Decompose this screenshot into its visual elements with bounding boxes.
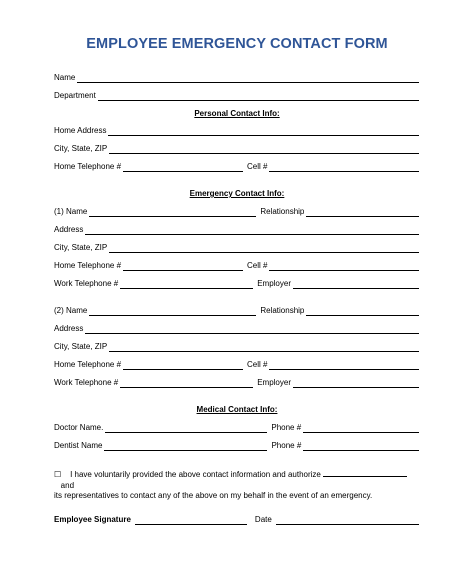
name-field[interactable]	[77, 74, 419, 83]
medical-heading: Medical Contact Info:	[196, 405, 278, 414]
contact2-work-tel-label: Work Telephone #	[54, 378, 119, 387]
department-field[interactable]	[98, 92, 419, 101]
contact2-employer-field[interactable]	[293, 379, 419, 388]
authorization-paragraph	[54, 469, 422, 502]
contact1-name-field[interactable]	[89, 208, 256, 217]
contact2-home-tel-field[interactable]	[123, 361, 243, 370]
contact1-work-tel-field[interactable]	[120, 280, 253, 289]
contact1-relationship-field[interactable]	[306, 208, 419, 217]
personal-heading: Personal Contact Info:	[194, 109, 280, 118]
cell-field[interactable]	[269, 163, 419, 172]
contact1-city-field[interactable]	[109, 244, 419, 253]
contact2-work-tel-field[interactable]	[120, 379, 253, 388]
contact2-name-row	[54, 306, 419, 316]
authorization-checkbox[interactable]: ☐	[54, 470, 62, 479]
home-telephone-field[interactable]	[123, 163, 243, 172]
contact1-address-field[interactable]	[85, 226, 419, 235]
contact2-cell-field[interactable]	[269, 361, 419, 370]
department-row	[54, 91, 419, 101]
name-row	[54, 73, 419, 83]
contact1-work-tel-label: Work Telephone #	[54, 279, 119, 288]
home-address-label: Home Address	[54, 126, 107, 135]
contact2-cell-label: Cell #	[247, 360, 268, 369]
contact2-address-field[interactable]	[85, 325, 419, 334]
dentist-phone-field[interactable]	[303, 442, 419, 451]
contact1-city-label: City, State, ZIP	[54, 243, 108, 252]
authorization-and: and	[60, 480, 75, 490]
city-state-zip-row	[54, 144, 419, 154]
contact2-name-label: (2) Name	[54, 306, 88, 315]
signature-row	[54, 515, 419, 525]
contact2-relationship-field[interactable]	[306, 307, 419, 316]
home-address-row	[54, 126, 419, 136]
home-telephone-row	[54, 162, 419, 172]
contact2-city-row	[54, 342, 419, 352]
contact1-home-tel-field[interactable]	[123, 262, 243, 271]
contact1-cell-label: Cell #	[247, 261, 268, 270]
doctor-phone-label: Phone #	[271, 423, 302, 432]
doctor-phone-field[interactable]	[303, 424, 419, 433]
contact1-work-tel-row	[54, 279, 419, 289]
doctor-name-label: Doctor Name.	[54, 423, 104, 432]
authorization-text-2: its representatives to contact any of the above on my behalf in the event of an emergency.	[54, 491, 373, 500]
home-address-field[interactable]	[108, 127, 419, 136]
contact2-name-field[interactable]	[89, 307, 256, 316]
dentist-name-field[interactable]	[104, 442, 267, 451]
city-state-zip-field[interactable]	[109, 145, 419, 154]
date-field[interactable]	[276, 516, 419, 525]
date-label: Date	[254, 515, 272, 524]
contact1-name-row	[54, 207, 419, 217]
dentist-row	[54, 441, 419, 451]
contact1-employer-field[interactable]	[293, 280, 419, 289]
contact1-name-label: (1) Name	[54, 207, 88, 216]
doctor-row	[54, 423, 419, 433]
contact2-employer-label: Employer	[257, 378, 291, 387]
dentist-phone-label: Phone #	[271, 441, 302, 450]
contact2-relationship-label: Relationship	[260, 306, 305, 315]
emergency-heading: Emergency Contact Info:	[189, 189, 285, 198]
contact2-city-field[interactable]	[109, 343, 419, 352]
contact1-home-tel-row	[54, 261, 419, 271]
authorize-company-field[interactable]	[323, 469, 407, 477]
contact1-home-tel-label: Home Telephone #	[54, 261, 122, 270]
dentist-name-label: Dentist Name	[54, 441, 103, 450]
contact1-city-row	[54, 243, 419, 253]
city-state-zip-label: City, State, ZIP	[54, 144, 108, 153]
contact2-address-row	[54, 324, 419, 334]
contact2-home-tel-label: Home Telephone #	[54, 360, 122, 369]
contact1-cell-field[interactable]	[269, 262, 419, 271]
authorization-text-1: I have voluntarily provided the above contact information and authorize	[70, 470, 321, 479]
contact1-employer-label: Employer	[257, 279, 291, 288]
contact2-address-label: Address	[54, 324, 84, 333]
contact2-city-label: City, State, ZIP	[54, 342, 108, 351]
employee-signature-field[interactable]	[135, 516, 247, 525]
contact1-address-label: Address	[54, 225, 84, 234]
doctor-name-field[interactable]	[105, 424, 267, 433]
home-telephone-label: Home Telephone #	[54, 162, 122, 171]
contact1-address-row	[54, 225, 419, 235]
name-label: Name	[54, 73, 76, 82]
contact2-work-tel-row	[54, 378, 419, 388]
department-label: Department	[54, 91, 96, 100]
contact1-relationship-label: Relationship	[260, 207, 305, 216]
cell-label: Cell #	[247, 162, 268, 171]
form-title: EMPLOYEE EMERGENCY CONTACT FORM	[86, 36, 388, 52]
contact2-home-tel-row	[54, 360, 419, 370]
employee-signature-label: Employee Signature	[54, 515, 131, 524]
